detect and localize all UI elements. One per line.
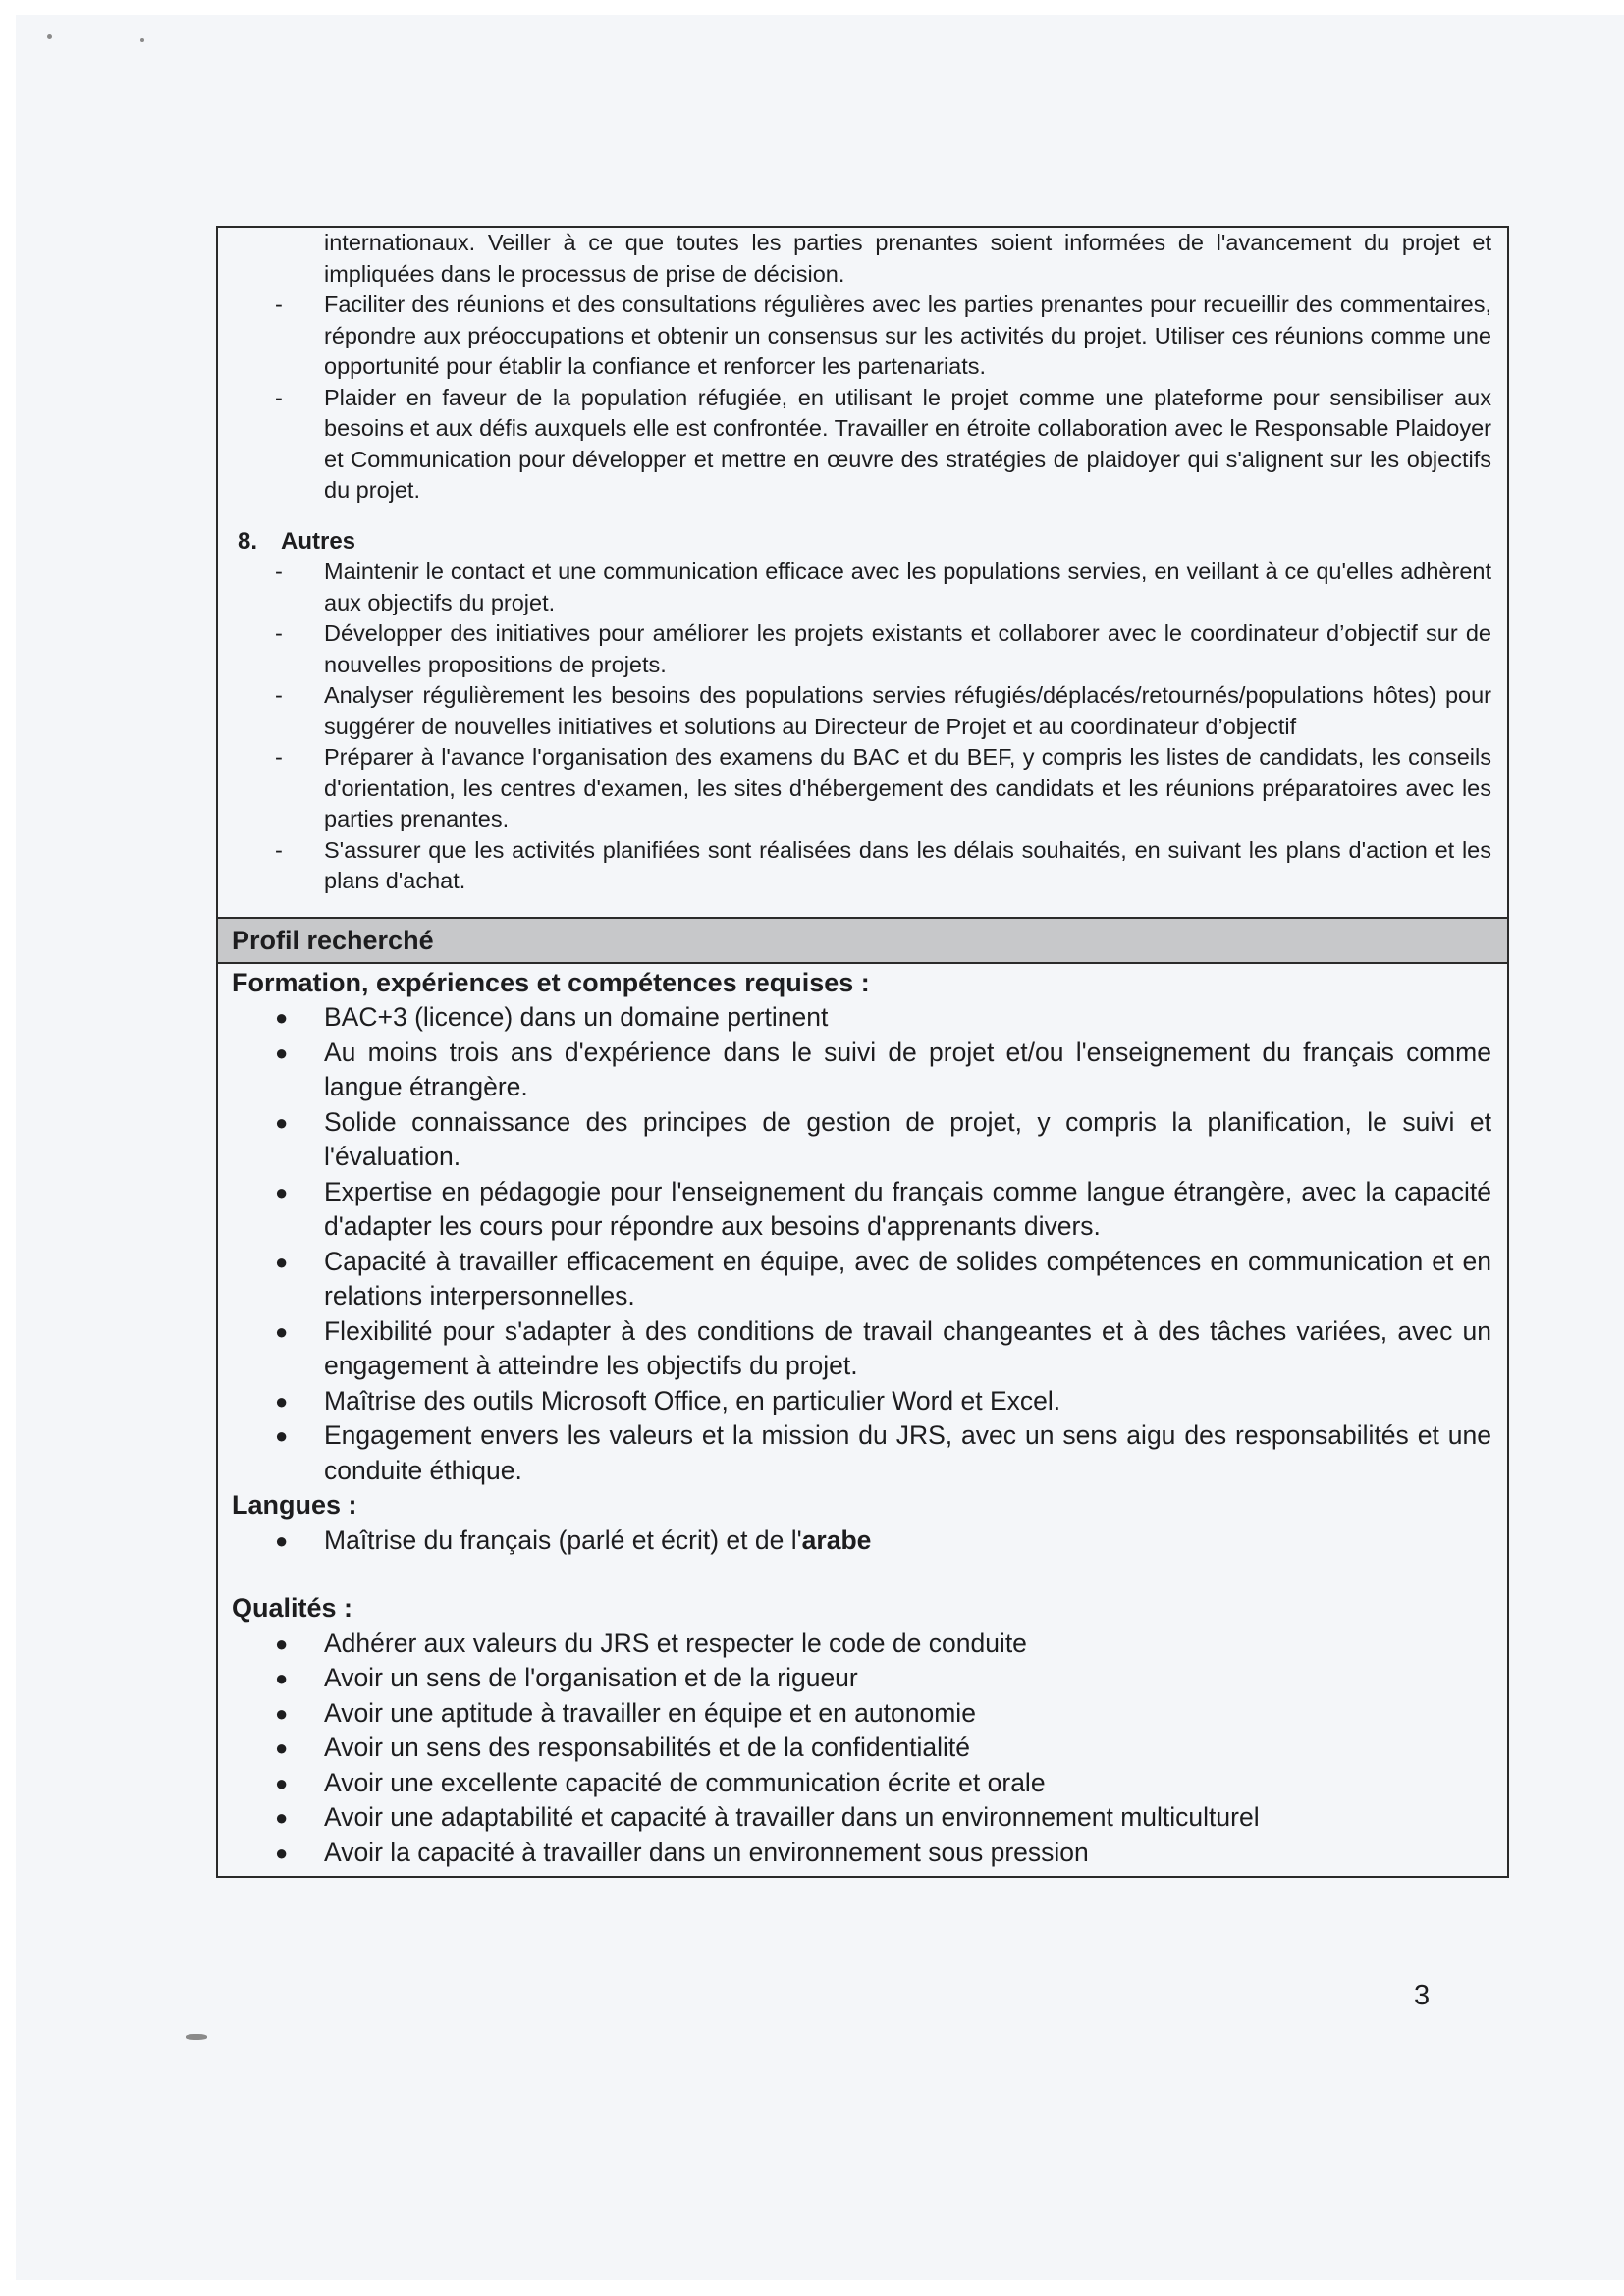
list-item-text: Au moins trois ans d'expérience dans le suivi de projet et/ou l'enseignement du français comme langue étrangère. (324, 1037, 1491, 1101)
dash-marker: - (275, 559, 283, 584)
list-item-text: Analyser régulièrement les besoins des populations servies réfugiés/déplacés/retournés/populations hôtes) pour suggérer de nouvelles initiatives et solutions au Directeur de Projet et au coordinateur d’objectif (324, 682, 1491, 739)
list-item (234, 680, 1491, 742)
autres-list (234, 557, 1491, 897)
list-item (234, 835, 1491, 897)
list-item-text: Adhérer aux valeurs du JRS et respecter le code de conduite (324, 1628, 1027, 1658)
list-item (234, 290, 1491, 383)
list-item (232, 1696, 1491, 1732)
bullet-icon: ● (275, 1527, 289, 1553)
bullet-icon: ● (275, 1735, 289, 1760)
job-description-table (216, 226, 1509, 1878)
list-item (232, 1627, 1491, 1662)
list-item (232, 1105, 1491, 1175)
bullet-icon: ● (275, 1388, 289, 1414)
list-item (232, 1836, 1491, 1871)
list-item (232, 1000, 1491, 1036)
list-item-text: BAC+3 (licence) dans un domaine pertinent (324, 1002, 829, 1032)
qualites-heading: Qualités : (232, 1593, 353, 1623)
bullet-icon: ● (275, 1423, 289, 1448)
list-item (232, 1175, 1491, 1245)
bullet-icon: ● (275, 1318, 289, 1344)
bullet-icon: ● (275, 1040, 289, 1065)
langues-list (232, 1523, 1491, 1559)
list-item-text: Avoir la capacité à travailler dans un environnement sous pression (324, 1837, 1089, 1867)
dash-marker: - (275, 292, 283, 317)
list-item-text: Maintenir le contact et une communication efficace avec les populations servies, en veillant à ce qu'elles adhèrent aux objectifs du projet. (324, 559, 1491, 615)
list-item-text: Faciliter des réunions et des consultations régulières avec les parties prenantes pour recueillir des commentaires, répondre aux préoccupations et obtenir un consensus sur les activités du projet. Utiliser ces réunions comme une opportunité pour établir la confiance et renforcer les partenariats. (324, 292, 1491, 379)
list-item (232, 1418, 1491, 1488)
profile-section (218, 964, 1507, 1877)
scan-speck (140, 38, 144, 42)
list-item-text: Avoir une adaptabilité et capacité à travailler dans un environnement multiculturel (324, 1802, 1260, 1832)
spacer (232, 1558, 1491, 1591)
dash-marker: - (275, 744, 283, 770)
list-item-text: Flexibilité pour s'adapter à des conditions de travail changeantes et à des tâches variées, avec un engagement à atteindre les objectifs du projet. (324, 1315, 1491, 1380)
list-item-text: S'assurer que les activités planifiées sont réalisées dans les délais souhaités, en suivant les plans d'action et les plans d'achat. (324, 836, 1491, 893)
list-item-text: Expertise en pédagogie pour l'enseignement du français comme langue étrangère, avec la capacité d'adapter les cours pour répondre aux besoins d'apprenants divers. (324, 1176, 1491, 1241)
list-item-text: Avoir un sens de l'organisation et de la rigueur (324, 1663, 858, 1692)
list-item (232, 1661, 1491, 1696)
list-item (232, 1800, 1491, 1836)
langues-heading: Langues : (232, 1490, 357, 1520)
dash-marker: - (275, 836, 283, 863)
list-item-text: Maîtrise du français (parlé et écrit) et de l' (324, 1524, 802, 1555)
dash-marker: - (275, 682, 283, 708)
bullet-icon: ● (275, 1805, 289, 1830)
list-item (232, 1036, 1491, 1105)
bullet-icon: ● (275, 1666, 289, 1690)
list-item (234, 557, 1491, 618)
list-item-text: Développer des initiatives pour améliorer les projets existants et collaborer avec le coordinateur d’objectif sur de nouvelles propositions de projets. (324, 620, 1491, 677)
list-item (234, 383, 1491, 507)
list-item (232, 1314, 1491, 1384)
list-item-text: Solide connaissance des principes de gestion de projet, y compris la planification, le suivi et l'évaluation. (324, 1106, 1491, 1171)
dash-marker: - (275, 620, 283, 646)
section-title: Autres (281, 527, 356, 555)
list-item (232, 1731, 1491, 1766)
list-item-text: Préparer à l'avance l'organisation des examens du BAC et du BEF, y compris les listes de candidats, les conseils d'orientation, les centres d'examen, les sites d'hébergement des candidats et les réunions préparatoires avec les parties prenantes. (324, 744, 1491, 831)
list-item-text: Avoir une excellente capacité de communication écrite et orale (324, 1767, 1046, 1797)
section-heading-autres (234, 526, 1491, 558)
list-item-text: Engagement envers les valeurs et la mission du JRS, avec un sens aigu des responsabilités et une conduite éthique. (324, 1420, 1491, 1485)
bullet-icon: ● (275, 1630, 289, 1656)
section-number: 8. (238, 527, 258, 555)
page-number: 3 (1414, 1980, 1431, 2011)
list-item-text: Avoir une aptitude à travailler en équipe et en autonomie (324, 1697, 976, 1728)
bullet-icon: ● (275, 1700, 289, 1726)
responsibilities-section (218, 228, 1507, 919)
list-item (232, 1245, 1491, 1314)
bullet-icon: ● (275, 1249, 289, 1274)
list-item-text: Capacité à travailler efficacement en équipe, avec de solides compétences en communication et en relations interpersonnelles. (324, 1246, 1491, 1310)
bullet-icon: ● (275, 1840, 289, 1865)
formation-heading: Formation, expériences et compétences requises : (232, 967, 870, 997)
formation-list (232, 1000, 1491, 1488)
list-item (234, 742, 1491, 835)
list-item (232, 1384, 1491, 1419)
scan-speck (47, 34, 52, 39)
continued-paragraph: internationaux. Veiller à ce que toutes les parties prenantes soient informées de l'avancement du projet et impliquées dans le processus de prise de décision. (324, 230, 1491, 287)
bullet-icon: ● (275, 1179, 289, 1204)
scan-speck (186, 2034, 207, 2040)
list-item (232, 1766, 1491, 1801)
list-item-text: Plaider en faveur de la population réfugiée, en utilisant le projet comme une plateforme pour sensibiliser aux besoins et aux défis auxquels elle est confrontée. Travailler en étroite collaboration avec le Responsable Plaidoyer et Communication pour développer et mettre en œuvre des stratégies de plaidoyer qui s'alignent sur les objectifs du projet. (324, 384, 1491, 503)
list-item (232, 1523, 1491, 1559)
profil-recherche-header: Profil recherché (218, 919, 1507, 964)
qualites-list (232, 1627, 1491, 1871)
list-item-text: Maîtrise des outils Microsoft Office, en particulier Word et Excel. (324, 1385, 1061, 1415)
dash-marker: - (275, 384, 283, 410)
emphasized-language: arabe (801, 1524, 872, 1555)
list-item-text: Avoir un sens des responsabilités et de la confidentialité (324, 1733, 970, 1762)
bullet-icon: ● (275, 1109, 289, 1135)
stakeholder-list (234, 290, 1491, 507)
bullet-icon: ● (275, 1770, 289, 1795)
list-item (234, 618, 1491, 680)
bullet-icon: ● (275, 1005, 289, 1030)
